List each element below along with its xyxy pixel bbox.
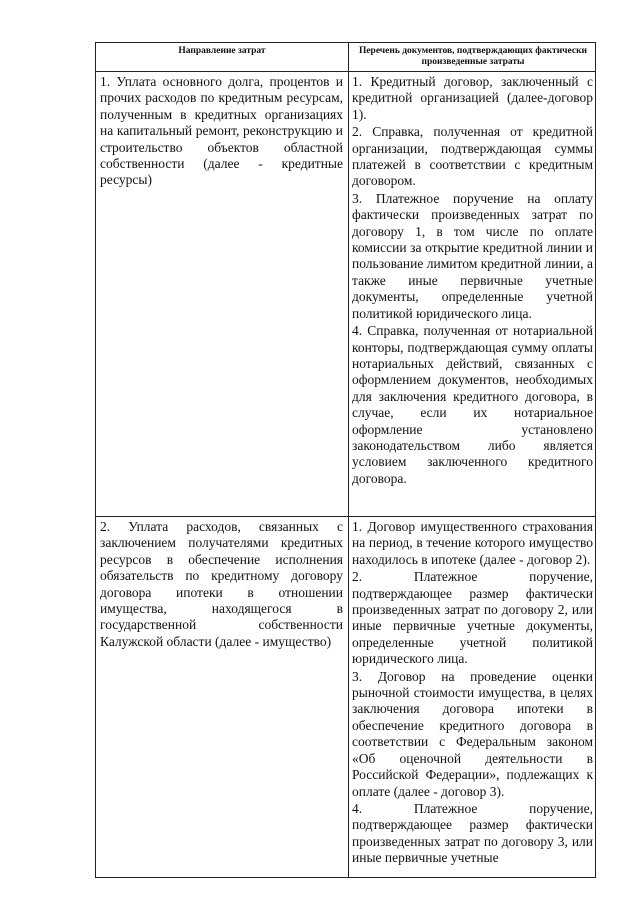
header-document-list: Перечень документов, подтверждающих фактически произведенные затраты	[358, 46, 588, 67]
row-2-documents	[349, 517, 597, 868]
row-1-document-1: 1. Кредитный договор, заключенный с кредитной организацией (далее-договор 1).	[352, 74, 593, 122]
row-2-document-2: 2. Платежное поручение, подтверждающее размер фактически произведенных затрат по договору 2, или иные первичные учетные документы, определенные учетной политикой юридического лица.	[352, 569, 593, 667]
row-1-document-3: 3. Платежное поручение на оплату фактически произведенных затрат по договору 1, в том числе по оплате комиссии за открытие кредитной линии и пользование лимитом кредитной линии, а также иные первичные учетные документы, определенные учетной политикой юридического лица.	[352, 190, 593, 321]
row-1-document-2: 2. Справка, полученная от кредитной организации, подтверждающая суммы платежей в соответствии с кредитным договором.	[352, 124, 593, 189]
row-1-direction	[96, 72, 348, 190]
row-2-direction	[96, 517, 348, 651]
row-1-document-4: 4. Справка, полученная от нотариальной конторы, подтверждающая сумму оплаты нотариальных действий, связанных с оформлением документов, необходимых для заключения кредитного договора, в случае, если их нотариальное оформление установлено законодательством либо является условием заключенного кредитного договора.	[352, 323, 593, 486]
row-1-documents	[349, 72, 597, 488]
expense-documents-table	[95, 42, 596, 878]
row-2-document-1: 1. Договор имущественного страхования на период, в течение которого имущество находилось в ипотеке (далее - договор 2).	[352, 519, 593, 567]
header-expense-direction: Направление затрат	[178, 46, 266, 56]
row-2-document-3: 3. Договор на проведение оценки рыночной стоимости имущества, в целях заключения договора ипотеки в обеспечение кредитного договора в соответствии с Федеральным законом «Об оценочной деятельности в Российской Федерации», подлежащих к оплате (далее - договор 3).	[352, 668, 593, 799]
row-2-document-4: 4. Платежное поручение, подтверждающее размер фактически произведенных затрат по договору 3, или иные первичные учетные	[352, 800, 593, 866]
row-1-direction-text: 1. Уплата основного долга, процентов и прочих расходов по кредитным ресурсам, полученным в кредитных организациях на капитальный ремонт, реконструкцию и строительство объектов областной собственности (далее - кредитные ресурсы)	[100, 74, 343, 188]
row-2-direction-text: 2. Уплата расходов, связанных с заключением получателями кредитных ресурсов в обеспечение исполнения обязательств по кредитному договору договора ипотеки в отношении имущества, находящегося в государственной собственности Калужской области (далее - имущество)	[100, 519, 343, 649]
